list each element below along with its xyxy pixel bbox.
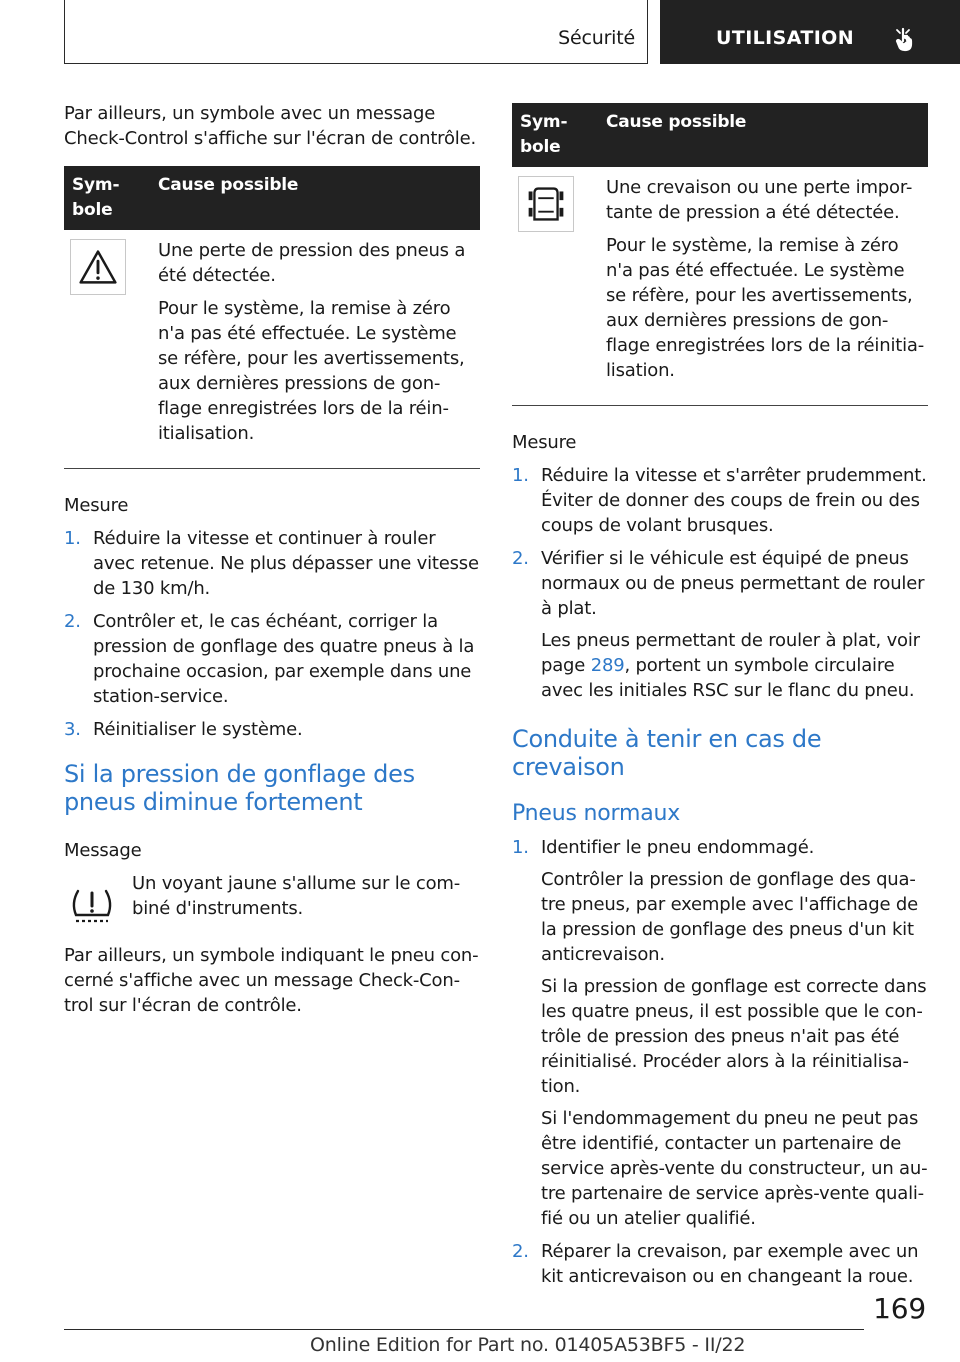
hand-pointer-icon [894,26,922,54]
section-heading: Si la pression de gonflage des pneus diminue fortement [64,760,415,816]
step-text: Réduire la vitesse et continuer à rouler avec retenue. Ne plus dépasser une vitesse de 130 km/h. [93,528,479,599]
section-heading: Conduite à tenir en cas de crevaison [512,725,822,781]
column-header-cause: Cause possible [158,175,299,195]
step-number: 3. [64,719,81,740]
step-text: Si l'endommagement du pneu ne peut pas être identifié, contacter un partenaire de service après-vente du constructeur, un au-tre partenaire de service après-vente quali-fié ou un atelier qualifié. [541,1108,928,1229]
measure-label: Mesure [512,432,577,453]
right-column [512,103,928,1297]
message-row [64,871,480,935]
step-number: 1. [512,837,529,858]
list-item [512,546,928,703]
table-row [64,230,480,469]
step-text: Contrôler la pression de gonflage des qua-tre pneus, par exemple avec l'affichage de la pression de gonflage des pneus d'un kit anticrevaison. [541,869,918,965]
tire-pressure-warning-icon [64,877,120,933]
header-section-title: Sécurité [558,27,635,49]
measure-steps [512,463,928,703]
list-item [512,1239,928,1289]
right-symbol-table [512,103,928,406]
step-number: 2. [512,1241,529,1262]
note-text: Les pneus permettant de rouler à plat, voir page [541,630,920,676]
left-symbol-table [64,166,480,469]
list-item [64,717,480,742]
step-number: 2. [512,548,529,569]
message-text: Un voyant jaune s'allume sur le com-biné d'instruments. [132,873,461,919]
list-item [512,463,928,538]
list-item [64,609,480,709]
page-number: 169 [873,1292,926,1325]
message-label: Message [64,840,142,861]
step-text: Si la pression de gonflage est correcte dans les quatre pneus, il est possible que le con-trôle de pression des pneus n'ait pas été réinitialisé. Procéder alors à la réinitialisa-tion. [541,976,927,1097]
cause-text: Pour le système, la remise à zéro n'a pas été effectuée. Le système se réfère, pour les avertissements, aux dernières pressions de gon-flage enregistrées lors de la réin-itialisation. [158,298,465,444]
page-link[interactable]: 289 [590,655,625,676]
left-outro: Par ailleurs, un symbole indiquant le pneu con-cerné s'affiche avec un message Check-Con-trol sur l'écran de contrôle. [64,945,479,1016]
step-text: Réinitialiser le système. [93,719,303,740]
header-section-box [64,0,648,64]
step-number: 2. [64,611,81,632]
left-column [64,101,480,1018]
list-item [64,526,480,601]
subsection-heading: Pneus normaux [512,801,681,826]
cause-text: Pour le système, la remise à zéro n'a pas été effectuée. Le système se réfère, pour les avertissements, aux dernières pressions de gon-flage enregistrées lors de la réinitia-lisation. [606,235,925,381]
header-chapter-box [660,0,960,64]
step-note [541,628,928,703]
measure-steps [64,526,480,742]
cause-text: Une perte de pression des pneus a été détectée. [158,240,466,286]
step-text: Identifier le pneu endommagé. [541,837,815,858]
footer-divider [64,1329,864,1330]
step-number: 1. [512,465,529,486]
table-header [64,166,480,230]
table-header [512,103,928,167]
note-text: , portent un symbole circulaire avec les initiales RSC sur le flanc du pneu. [541,655,915,701]
column-header-cause: Cause possible [606,112,747,132]
cause-text: Une crevaison ou une perte impor-tante de pression a été détectée. [606,177,913,223]
flat-tire-steps [512,835,928,1289]
column-header-symbol: Sym-bole [72,175,120,220]
column-header-symbol: Sym-bole [520,112,568,157]
step-text: Contrôler et, le cas échéant, corriger la pression de gonflage des quatre pneus à la prochaine occasion, par exemple dans une station-service. [93,611,475,707]
step-number: 1. [64,528,81,549]
edition-text: Online Edition for Part no. 01405A53BF5 - II/22 [310,1334,746,1356]
car-tires-top-view-icon [518,176,574,232]
header-chapter-title: UTILISATION [716,27,855,49]
list-item [512,835,928,1231]
step-text: Réparer la crevaison, par exemple avec un kit anticrevaison ou en changeant la roue. [541,1241,919,1287]
table-row [512,167,928,406]
left-intro: Par ailleurs, un symbole avec un message Check-Control s'affiche sur l'écran de contrôle. [64,103,476,149]
step-text: Réduire la vitesse et s'arrêter prudemment. Éviter de donner des coups de frein ou des coups de volant brusques. [541,465,927,536]
warning-triangle-icon [70,239,126,295]
measure-label: Mesure [64,495,129,516]
step-text: Vérifier si le véhicule est équipé de pneus normaux ou de pneus permettant de rouler à plat. [541,548,925,619]
